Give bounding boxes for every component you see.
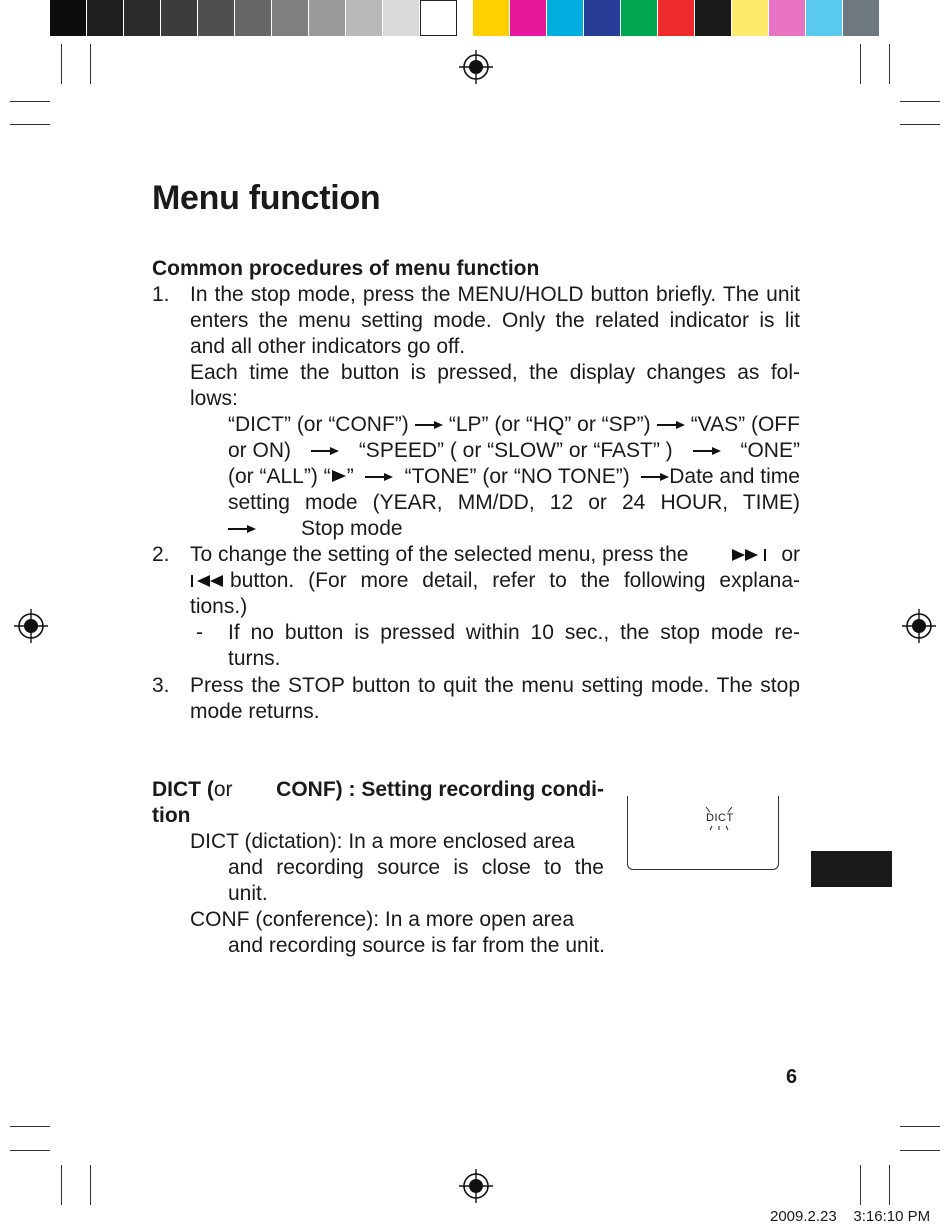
crop-mark [90, 44, 91, 84]
color-swatch [621, 0, 658, 36]
menu-item: Date and time [669, 465, 800, 488]
step-text: Press the STOP button to quit the menu setting mode. The stop [190, 674, 800, 697]
registration-mark-icon [14, 609, 48, 643]
bullet-dash: - [196, 621, 203, 644]
skip-back-icon [190, 573, 224, 589]
menu-item: ” [346, 465, 354, 488]
color-swatch [584, 0, 621, 36]
crop-mark [900, 124, 940, 125]
crop-mark [10, 1150, 50, 1151]
crop-mark [900, 1126, 940, 1127]
arrow-right-icon [365, 472, 393, 482]
step-text: or [781, 543, 800, 566]
gray-swatch [124, 0, 161, 36]
skip-forward-icon [731, 547, 771, 563]
crop-mark [889, 1165, 890, 1205]
crop-mark [90, 1165, 91, 1205]
heading-part: or [213, 778, 233, 801]
step-text: tions.) [190, 595, 248, 618]
arrow-right-icon [228, 524, 256, 534]
crop-mark [61, 44, 62, 84]
step-number: 1. [152, 283, 170, 306]
color-swatch [806, 0, 843, 36]
step-text: To change the setting of the selected menu, press the [190, 543, 689, 566]
step-2 [152, 542, 800, 672]
dict-desc: and recording source is close to the [228, 856, 604, 879]
arrow-right-icon [311, 446, 339, 456]
crop-mark [61, 1165, 62, 1205]
crop-mark [900, 101, 940, 102]
crop-mark [860, 44, 861, 84]
crop-mark [900, 1150, 940, 1151]
color-swatch [658, 0, 695, 36]
menu-item: “VAS” (OFF [690, 413, 800, 436]
registration-mark-icon [459, 50, 493, 84]
menu-item: or ON) [228, 439, 291, 462]
step-text: lows: [190, 387, 238, 410]
step-text: Each time the button is pressed, the display changes as fol- [190, 361, 800, 384]
menu-item: “LP” (or “HQ” or “SP”) [448, 413, 651, 436]
dict-heading [152, 777, 604, 803]
color-swatch [547, 0, 584, 36]
conf-desc: CONF (conference): In a more open area [190, 908, 575, 931]
step-3 [152, 673, 800, 725]
crop-mark [10, 124, 50, 125]
dict-section [152, 777, 604, 959]
step-text: enters the menu setting mode. Only the related indicator is lit [190, 309, 800, 332]
step-text: and all other indicators go off. [190, 335, 466, 358]
gray-swatch [383, 0, 420, 36]
lcd-display [627, 796, 779, 870]
crop-mark [10, 101, 50, 102]
dict-heading-cont: tion [152, 804, 191, 827]
lcd-dict-indicator: DICT [706, 812, 734, 824]
section-tab-marker [811, 851, 892, 887]
color-swatch [843, 0, 880, 36]
registration-mark-icon [459, 1169, 493, 1203]
heading-part: CONF) : Setting recording condi- [276, 778, 604, 801]
color-swatch [732, 0, 769, 36]
step-text: In the stop mode, press the MENU/HOLD button briefly. The unit [190, 283, 800, 306]
step-text: button. (For more detail, refer to the following explana- [230, 569, 800, 592]
page-number: 6 [786, 1066, 798, 1088]
crop-mark [10, 1126, 50, 1127]
gray-swatch [50, 0, 87, 36]
menu-item: “TONE” (or “NO TONE”) [404, 465, 630, 488]
page-title: Menu function [152, 179, 381, 217]
gray-swatch [272, 0, 309, 36]
dict-desc: unit. [228, 882, 268, 905]
section-heading: Common procedures of menu function [152, 257, 540, 280]
gray-swatch [309, 0, 346, 36]
crop-mark [889, 44, 890, 84]
gray-swatch [235, 0, 272, 36]
menu-item: “SPEED” ( or “SLOW” or “FAST” ) [358, 439, 673, 462]
print-timestamp: 2009.2.23 3:16:10 PM [770, 1208, 931, 1225]
arrow-right-icon [657, 420, 685, 430]
color-swatch [510, 0, 547, 36]
registration-mark-icon [902, 609, 936, 643]
blink-icon [704, 805, 734, 831]
note-text: If no button is pressed within 10 sec., the stop mode re- [228, 621, 800, 644]
gray-swatch [87, 0, 124, 36]
note-text: turns. [228, 647, 281, 670]
gray-swatch [161, 0, 198, 36]
menu-item: (or “ALL”) “ [228, 465, 331, 488]
arrow-right-icon [693, 446, 721, 456]
crop-mark [860, 1165, 861, 1205]
step-text: mode returns. [190, 700, 320, 723]
menu-item: setting mode (YEAR, MM/DD, 12 or 24 HOUR, TIME) [228, 491, 800, 514]
menu-item: Stop mode [301, 517, 403, 540]
gray-swatch [346, 0, 383, 36]
menu-sequence [228, 412, 800, 542]
gray-swatch [420, 0, 457, 36]
color-swatch [473, 0, 510, 36]
menu-item: “DICT” (or “CONF”) [228, 413, 409, 436]
color-calibration-bar [50, 0, 880, 36]
gray-swatch [198, 0, 235, 36]
menu-item: “ONE” [740, 439, 800, 462]
heading-part: DICT ( [152, 778, 214, 801]
play-icon [331, 468, 347, 484]
step-number: 2. [152, 543, 170, 566]
conf-desc: and recording source is far from the unit. [228, 934, 606, 957]
color-swatch [769, 0, 806, 36]
arrow-right-icon [641, 472, 669, 482]
step-number: 3. [152, 674, 170, 697]
color-swatch [695, 0, 732, 36]
dict-desc: DICT (dictation): In a more enclosed area [190, 830, 575, 853]
step-1 [152, 282, 800, 412]
arrow-right-icon [415, 420, 443, 430]
